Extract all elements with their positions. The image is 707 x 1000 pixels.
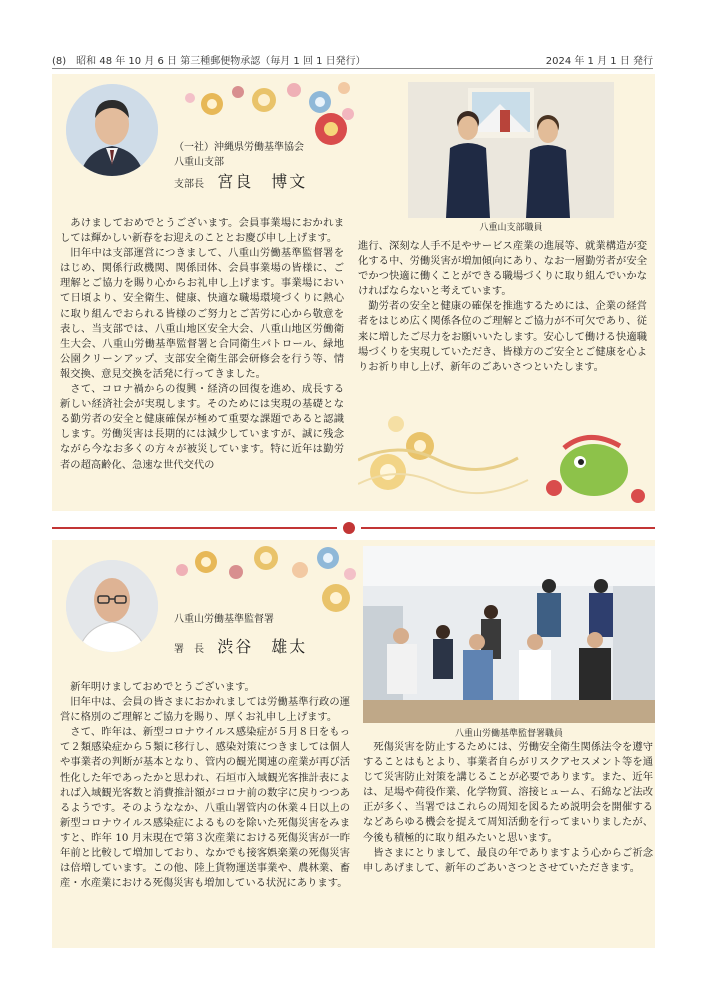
portrait-miyara [66,84,158,176]
new-year-dragon-decoration [358,400,650,508]
photo-caption-bureau: 八重山労働基準監督署職員 [454,729,563,739]
paragraph: さて、昨年は、新型コロナウイルス感染症が５月８日をもって２類感染症から５類に移行し、感染対策につきましては個人や事業者の判断が基本となり、管内の観光関連の産業が再び活性化した年であったかと思われ、石垣市入域観光客推計表によれば入域観光客数と消費推計額がコロナ前の数字に戻りつつあるようです。そのようななか、八重山署管内の休業４日以上の新型コロナウイルス感染症によるものを除いた死傷災害をみますと、昨年 10 月末現在で第３次産業における死傷災害が一昨年前と比較して増加しており、なかでも接客娯楽業の死傷災害は倍増しています。この他、陸上貨物運送事業や、農林業、畜産・水産業における死傷災害も増加している状況にあります。 [60,726,350,890]
author-block-2 [174,612,307,657]
portrait-shibuya [66,560,158,652]
issue-date: 2024 年 1 月 1 日 発行 [545,56,653,67]
article1-column1 [60,216,344,473]
photo-bureau-staff [363,546,655,723]
paragraph: 進行、深刻な人手不足やサービス産業の進展等、就業構造が変化する中、労働災害が増加傾向にあり、なお一層勤労者が安全でかつ快適に働くことができる職場づくりに取り組んでいかなければならないと考えています。 [358,240,647,298]
author-block-1 [174,140,307,192]
page-header [52,52,653,69]
article2-column1 [60,680,350,891]
article1-column2 [358,239,647,375]
paragraph: あけましておめでとうございます。会員事業場におかれましては輝かしい新春をお迎えのこととお慶び申し上げます。 [60,217,344,245]
section-divider [52,522,655,534]
paragraph: さて、コロナ禍からの復興・経済の回復を進め、成長する新しい経済社会が実現します。そのためには実現の基礎となる勤労者の安全と健康確保が極めて重要な課題であると認識します。労働災害は長期的には減少していますが、誠に残念ながら今なお多くの方々が被災しています。特に近年は勤労者の超高齢化、急速な世代交代の [60,383,344,471]
author-title: 署 長 [174,644,204,655]
flower-cluster-decoration [314,576,358,620]
paragraph: 新年明けましておめでとうございます。 [70,681,255,693]
author-name: 渋谷 雄太 [217,637,308,656]
paragraph: 旧年中は支部運営につきまして、八重山労働基準監督署をはじめ、関係行政機関、関係団体、会員事業場の皆様に、ご理解とご協力を賜り心からお礼申し上げます。事業場において日頃より、安全衛生、健康、快適な職場環境づくりに熱心に取り組んでおられる皆様のご努力とご苦労に心から敬意を表し、当支部では、八重山地区安全大会、八重山地区労働衛生大会、八重山労働基準監督署と合同衛生パトロール、緑地公園クリーンアップ、支部安全衛生部会研修会を行う等、情報交換、意見交換を活発に行ってきました。 [60,247,344,380]
article-bureau-chief [52,540,655,948]
paragraph: 旧年中は、会員の皆さまにおかれましては労働基準行政の運営に格別のご理解とご協力を賜り、厚くお礼申し上げます。 [60,696,350,724]
article2-column2 [363,740,653,876]
paragraph: 勤労者の安全と健康の確保を推進するためには、企業の経営者をはじめ広く関係各位のご理解とご協力が不可欠であり、従来に増したご尽力をお願いいたします。安心して働ける快適職場づくりを実現していただき、皆様方のご安全とご健康を心よりお祈り申し上げ、新年のごあいさつといたします。 [358,300,647,373]
article-branch-chief [52,74,655,511]
author-title: 支部長 [174,179,204,190]
flower-cluster-decoration [306,104,356,154]
author-org: （一社）沖縄県労働基準協会 [174,142,304,153]
author-org: 八重山労働基準監督署 [174,614,274,625]
paragraph: 死傷災害を防止するためには、労働安全衛生関係法令を遵守することはもとより、事業者自らがリスクアセスメント等を通じて災害防止対策を講じることが必要であります。また、近年は、足場や荷役作業、化学物質、溶接ヒューム、石綿など法改正が多く、当署ではこれらの周知を図るため説明会を開催するなどあらゆる機会を捉えて周知活動を行ってまいりましたが、今後も積極的に取り組みたいと思います。 [363,741,653,844]
paragraph: 皆さまにとりまして、最良の年でありますよう心からご祈念申しあげまして、新年のごあいさつとさせていただきます。 [363,846,653,874]
author-branch: 八重山支部 [174,157,224,168]
divider-ornament-icon [343,522,355,534]
issue-info: (8) 昭和 48 年 10 月 6 日 第三種郵便物承認（毎月 1 回 1 日発行） [52,56,366,67]
photo-caption-branch: 八重山支部職員 [479,223,543,233]
photo-branch-staff [408,82,614,218]
author-name: 宮良 博文 [217,172,308,191]
